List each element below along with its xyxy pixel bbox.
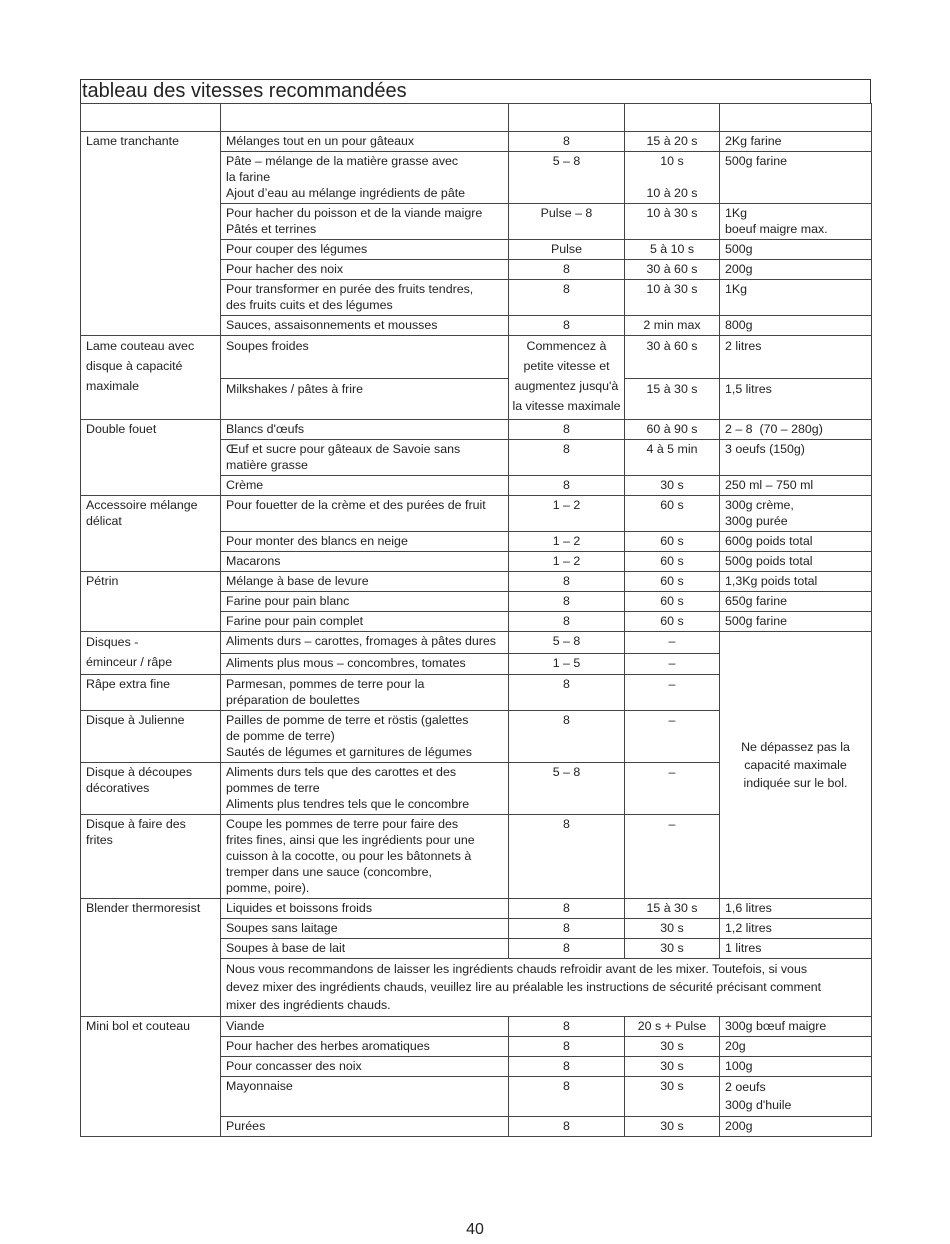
speed-cell: 8 — [509, 1037, 625, 1057]
speed-cell: 8 — [509, 1017, 625, 1037]
usage-cell: Aliments durs – carottes, fromages à pâtes dures — [221, 632, 509, 654]
usage-cell: Soupes sans laitage — [221, 919, 509, 939]
usage-cell: Coupe les pommes de terre pour faire des frites fines, ainsi que les ingrédients pour une cuisson à la cocotte, ou pour les bâtonnets à tremper dans une sauce (concombre, pomme, poire). — [221, 815, 509, 899]
time-cell: 15 à 30 s — [625, 899, 720, 919]
quantity-cell: 1 litres — [720, 939, 872, 959]
quantity-cell: 1Kg — [720, 280, 872, 316]
usage-cell: Mayonnaise — [221, 1077, 509, 1117]
header-cell — [221, 104, 509, 132]
time-cell: 30 s — [625, 1037, 720, 1057]
accessory-cell: Pétrin — [81, 572, 221, 632]
usage-cell: Aliments durs tels que des carottes et des pommes de terre Aliments plus tendres tels que le concombre — [221, 763, 509, 815]
usage-cell: Farine pour pain blanc — [221, 592, 509, 612]
time-cell: 10 à 30 s — [625, 280, 720, 316]
table-row — [81, 420, 872, 440]
speed-cell: 8 — [509, 1057, 625, 1077]
table-row — [81, 336, 872, 379]
quantity-cell: 200g — [720, 1117, 872, 1137]
quantity-cell: 800g — [720, 316, 872, 336]
speed-cell: 8 — [509, 420, 625, 440]
quantity-cell: 1,5 litres — [720, 379, 872, 420]
time-cell: 60 s — [625, 552, 720, 572]
table-row — [81, 632, 872, 654]
usage-cell: Blancs d'œufs — [221, 420, 509, 440]
time-cell: – — [625, 815, 720, 899]
time-cell: 30 s — [625, 939, 720, 959]
time-cell: 60 s — [625, 572, 720, 592]
time-cell: 60 s — [625, 592, 720, 612]
hot-ingredients-note: Nous vous recommandons de laisser les ingrédients chauds refroidir avant de les mixer. Toutefois, si vous devez mixer des ingrédients chauds, veuillez lire au préalable les instructions de sécurité précisant comment mixer des ingrédients chauds. — [221, 959, 872, 1017]
usage-cell: Soupes à base de lait — [221, 939, 509, 959]
accessory-cell: Mini bol et couteau — [81, 1017, 221, 1137]
usage-cell: Mélange à base de levure — [221, 572, 509, 592]
speed-cell: 8 — [509, 440, 625, 476]
speed-cell: Pulse – 8 — [509, 204, 625, 240]
table-row — [81, 1017, 872, 1037]
table-row — [81, 572, 872, 592]
time-cell: 60 s — [625, 612, 720, 632]
quantity-cell: 500g poids total — [720, 552, 872, 572]
time-cell: 15 à 30 s — [625, 379, 720, 420]
table-title: tableau des vitesses recommandées — [80, 79, 871, 103]
quantity-cell: 600g poids total — [720, 532, 872, 552]
time-cell: 30 à 60 s — [625, 260, 720, 280]
header-cell — [81, 104, 221, 132]
quantity-cell: 200g — [720, 260, 872, 280]
speed-cell: Pulse — [509, 240, 625, 260]
header-cell — [509, 104, 625, 132]
time-cell: 2 min max — [625, 316, 720, 336]
usage-cell: Pour monter des blancs en neige — [221, 532, 509, 552]
time-cell: – — [625, 675, 720, 711]
quantity-cell: 500g — [720, 240, 872, 260]
usage-cell: Pour hacher des noix — [221, 260, 509, 280]
header-row — [81, 104, 872, 132]
quantity-cell: 2 – 8 (70 – 280g) — [720, 420, 872, 440]
quantity-cell: 100g — [720, 1057, 872, 1077]
time-cell: 60 s — [625, 532, 720, 552]
quantity-cell: 3 oeufs (150g) — [720, 440, 872, 476]
speed-cell: 8 — [509, 711, 625, 763]
time-cell: – — [625, 632, 720, 654]
table-row — [81, 496, 872, 532]
usage-cell: Farine pour pain complet — [221, 612, 509, 632]
quantity-cell: 20g — [720, 1037, 872, 1057]
time-cell: – — [625, 653, 720, 675]
time-cell: 10 à 30 s — [625, 204, 720, 240]
usage-cell: Pour concasser des noix — [221, 1057, 509, 1077]
quantity-cell: 2 litres — [720, 336, 872, 379]
accessory-cell: Disque à Julienne — [81, 711, 221, 763]
time-cell: 60 s — [625, 496, 720, 532]
speed-cell: 8 — [509, 919, 625, 939]
quantity-cell: 1Kg boeuf maigre max. — [720, 204, 872, 240]
quantity-cell: 650g farine — [720, 592, 872, 612]
time-cell: 10 s 10 à 20 s — [625, 152, 720, 204]
speed-cell: 8 — [509, 1117, 625, 1137]
header-cell — [625, 104, 720, 132]
speed-cell: 8 — [509, 815, 625, 899]
speed-cell: 8 — [509, 612, 625, 632]
time-cell: 15 à 20 s — [625, 132, 720, 152]
time-cell: 30 s — [625, 1057, 720, 1077]
usage-cell: Purées — [221, 1117, 509, 1137]
quantity-cell: 300g bœuf maigre — [720, 1017, 872, 1037]
table-row — [81, 132, 872, 152]
time-cell: 4 à 5 min — [625, 440, 720, 476]
usage-cell: Pour hacher des herbes aromatiques — [221, 1037, 509, 1057]
quantity-cell: 1,2 litres — [720, 919, 872, 939]
accessory-cell: Lame tranchante — [81, 132, 221, 336]
time-cell: – — [625, 711, 720, 763]
max-capacity-note: Ne dépassez pas la capacité maximale indiquée sur le bol. — [720, 632, 872, 899]
quantity-cell: 500g farine — [720, 152, 872, 204]
usage-cell: Pour transformer en purée des fruits tendres, des fruits cuits et des légumes — [221, 280, 509, 316]
speed-cell: 8 — [509, 260, 625, 280]
speed-cell: 8 — [509, 899, 625, 919]
quantity-cell: 500g farine — [720, 612, 872, 632]
time-cell: 30 s — [625, 1117, 720, 1137]
usage-cell: Pâte – mélange de la matière grasse avec la farine Ajout d’eau au mélange ingrédients de pâte — [221, 152, 509, 204]
speed-cell: 8 — [509, 132, 625, 152]
speed-cell: 8 — [509, 280, 625, 316]
accessory-cell: Blender thermoresist — [81, 899, 221, 1017]
speed-cell: 5 – 8 — [509, 632, 625, 654]
quantity-cell: 2Kg farine — [720, 132, 872, 152]
usage-cell: Aliments plus mous – concombres, tomates — [221, 653, 509, 675]
speed-table-sheet — [80, 79, 871, 1137]
table-row — [81, 899, 872, 919]
speed-cell: 8 — [509, 572, 625, 592]
accessory-cell: Disque à découpes décoratives — [81, 763, 221, 815]
speed-cell: 1 – 2 — [509, 496, 625, 532]
speed-cell: 5 – 8 — [509, 152, 625, 204]
usage-cell: Viande — [221, 1017, 509, 1037]
time-cell: 30 à 60 s — [625, 336, 720, 379]
time-cell: 30 s — [625, 476, 720, 496]
accessory-cell: Double fouet — [81, 420, 221, 496]
usage-cell: Macarons — [221, 552, 509, 572]
speed-cell: 5 – 8 — [509, 763, 625, 815]
time-cell: 30 s — [625, 919, 720, 939]
speed-cell: 1 – 2 — [509, 552, 625, 572]
usage-cell: Mélanges tout en un pour gâteaux — [221, 132, 509, 152]
usage-cell: Pour couper des légumes — [221, 240, 509, 260]
speed-cell: 8 — [509, 592, 625, 612]
time-cell: – — [625, 763, 720, 815]
speed-cell: 8 — [509, 939, 625, 959]
quantity-cell: 1,3Kg poids total — [720, 572, 872, 592]
usage-cell: Œuf et sucre pour gâteaux de Savoie sans matière grasse — [221, 440, 509, 476]
usage-cell: Pour fouetter de la crème et des purées de fruit — [221, 496, 509, 532]
recommended-speeds-table — [80, 103, 872, 1137]
speed-cell: 8 — [509, 476, 625, 496]
speed-cell: 8 — [509, 675, 625, 711]
usage-cell: Soupes froides — [221, 336, 509, 379]
usage-cell: Pailles de pomme de terre et röstis (galettes de pomme de terre) Sautés de légumes et garnitures de légumes — [221, 711, 509, 763]
accessory-cell: Lame couteau avec disque à capacité maximale — [81, 336, 221, 420]
quantity-cell: 2 oeufs 300g d'huile — [720, 1077, 872, 1117]
usage-cell: Crème — [221, 476, 509, 496]
accessory-cell: Accessoire mélange délicat — [81, 496, 221, 572]
time-cell: 60 à 90 s — [625, 420, 720, 440]
speed-cell: 8 — [509, 316, 625, 336]
usage-cell: Sauces, assaisonnements et mousses — [221, 316, 509, 336]
usage-cell: Parmesan, pommes de terre pour la préparation de boulettes — [221, 675, 509, 711]
accessory-cell: Disques - éminceur / râpe — [81, 632, 221, 675]
page-number: 40 — [466, 1221, 484, 1238]
time-cell: 20 s + Pulse — [625, 1017, 720, 1037]
accessory-cell: Râpe extra fine — [81, 675, 221, 711]
speed-cell: 1 – 2 — [509, 532, 625, 552]
quantity-cell: 250 ml – 750 ml — [720, 476, 872, 496]
usage-cell: Liquides et boissons froids — [221, 899, 509, 919]
usage-cell: Milkshakes / pâtes à frire — [221, 379, 509, 420]
quantity-cell: 1,6 litres — [720, 899, 872, 919]
quantity-cell: 300g crème, 300g purée — [720, 496, 872, 532]
accessory-cell: Disque à faire des frites — [81, 815, 221, 899]
speed-cell: 8 — [509, 1077, 625, 1117]
speed-cell: Commencez à petite vitesse et augmentez jusqu'à la vitesse maximale — [509, 336, 625, 420]
time-cell: 5 à 10 s — [625, 240, 720, 260]
header-cell — [720, 104, 872, 132]
speed-cell: 1 – 5 — [509, 653, 625, 675]
usage-cell: Pour hacher du poisson et de la viande maigre Pâtés et terrines — [221, 204, 509, 240]
time-cell: 30 s — [625, 1077, 720, 1117]
